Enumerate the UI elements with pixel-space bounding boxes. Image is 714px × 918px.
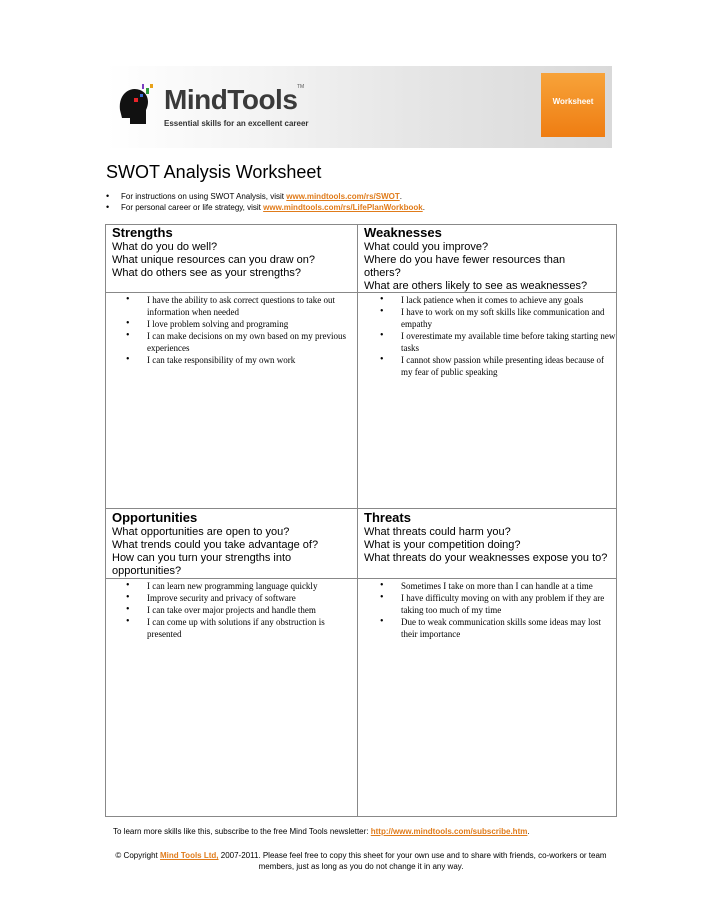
instruction-text: For personal career or life strategy, visit [121, 203, 264, 212]
list-item: • Due to weak communication skills some ideas may lost their importance [380, 616, 601, 639]
opportunities-heading: Opportunities [112, 510, 198, 525]
list-item: • I have to work on my soft skills like communication and empathy [380, 306, 605, 329]
strengths-list [126, 294, 346, 366]
bullet-icon: • [106, 202, 110, 212]
copyright-notice: © Copyright Mind Tools Ltd, 2007-2011. Please feel free to copy this sheet for your own use and to share with friends, co-workers or team members, just as long as you do not change it in any way. [115, 851, 607, 871]
subscribe-link[interactable]: http://www.mindtools.com/subscribe.htm [370, 827, 528, 836]
threats-list [380, 580, 616, 640]
list-item: • I love problem solving and programing [126, 318, 289, 329]
newsletter-line: To learn more skills like this, subscribe to the free Mind Tools newsletter: http://www.mindtools.com/subscribe.htm. [113, 827, 530, 836]
lifeplan-link[interactable]: www.mindtools.com/rs/LifePlanWorkbook [263, 203, 423, 212]
bullet-icon: • [106, 191, 110, 201]
weaknesses-heading: Weaknesses [364, 225, 442, 240]
swot-link[interactable]: www.mindtools.com/rs/SWOT [286, 192, 400, 201]
weaknesses-list [380, 294, 616, 378]
grid-divider [105, 578, 617, 579]
list-item: • I can take over major projects and handle them [126, 604, 316, 615]
instruction-text: For instructions on using SWOT Analysis, visit [121, 192, 287, 201]
logo-tagline: Essential skills for an excellent career [164, 119, 309, 128]
strengths-heading: Strengths [112, 225, 173, 240]
list-item: • I can make decisions on my own based on my previous experiences [126, 330, 346, 353]
grid-divider-vertical [357, 224, 358, 817]
list-item: • I have the ability to ask correct questions to take out information when needed [126, 294, 335, 317]
list-item: • I lack patience when it comes to achieve any goals [380, 294, 584, 305]
grid-divider [105, 508, 617, 509]
opportunities-list [126, 580, 358, 640]
list-item: • I can learn new programming language quickly [126, 580, 318, 591]
threats-questions: What threats could harm you? What is your competition doing? What threats do your weaknesses expose you to? [364, 526, 608, 564]
list-item: • Sometimes I take on more than I can handle at a time [380, 580, 593, 591]
logo-wordmark: MindTools [164, 84, 298, 115]
list-item: • I cannot show passion while presenting ideas because of my fear of public speaking [380, 354, 604, 377]
header-banner [106, 66, 612, 148]
list-item: • I can take responsibility of my own work [126, 354, 296, 365]
strengths-questions: What do you do well? What unique resources can you draw on? What do others see as your strengths? [112, 241, 316, 279]
worksheet-badge: Worksheet [541, 73, 605, 137]
list-item: • I overestimate my available time before taking starting new tasks [380, 330, 616, 353]
head-icon [116, 80, 156, 130]
list-item: • I have difficulty moving on with any problem if they are taking too much of my time [380, 592, 605, 615]
threats-heading: Threats [364, 510, 411, 525]
page-title: SWOT Analysis Worksheet [106, 162, 322, 182]
list-item: • I can come up with solutions if any obstruction is presented [126, 616, 325, 639]
weaknesses-questions: What could you improve? Where do you have fewer resources than others? What are others likely to see as weaknesses? [364, 241, 588, 292]
opportunities-questions: What opportunities are open to you? What trends could you take advantage of? How can you turn your strengths into opportunities? [112, 526, 319, 577]
list-item: • Improve security and privacy of software [126, 592, 296, 603]
trademark-mark: TM [297, 84, 305, 90]
mindtools-ltd-link[interactable]: Mind Tools Ltd, [160, 851, 219, 860]
